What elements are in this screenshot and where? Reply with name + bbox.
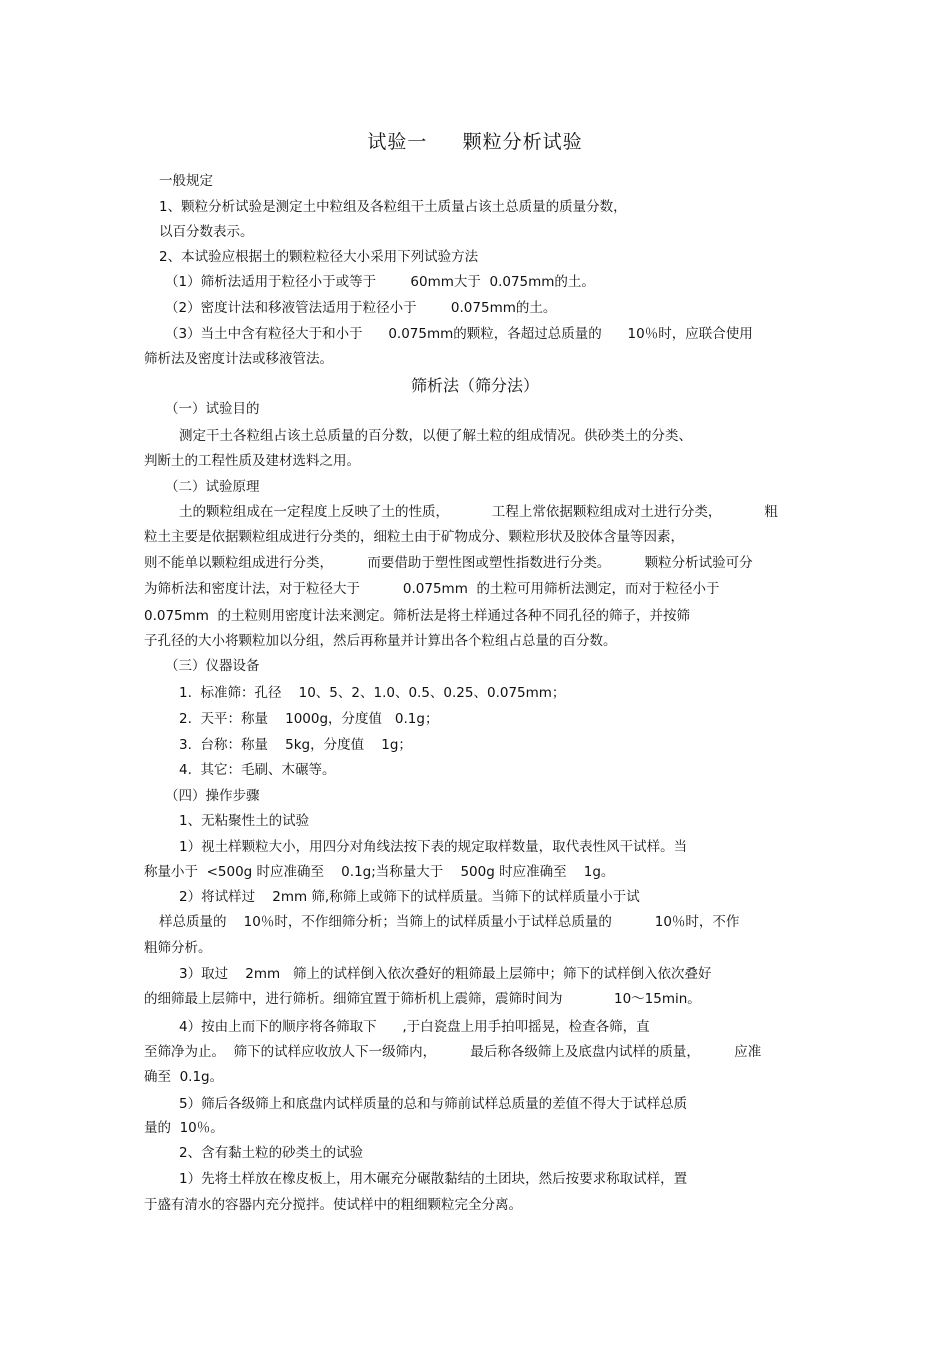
text-line: 1）先将土样放在橡皮板上，用木碾充分碾散黏结的土团块，然后按要求称取试样，置 [179,1171,688,1187]
text-line: （三）仪器设备 [165,658,260,674]
text-line: 量的 10％。 [144,1120,224,1136]
text-line: 4. 其它：毛刷、木碾等。 [179,762,336,778]
text-line: （二）试验原理 [165,479,260,495]
text-line: （2）密度计法和移液管法适用于粒径小于 0.075mm的土。 [165,300,557,316]
text-line: （四）操作步骤 [165,788,260,804]
text-line: 筛析法及密度计法或移液管法。 [144,351,333,367]
section-heading: 筛析法（筛分法） [410,376,539,395]
text-line: 样总质量的 10％时，不作细筛分析；当筛上的试样质量小于试样总质量的 10％时，不作 [159,914,740,930]
text-line: 为筛析法和密度计法，对于粒径大于 0.075mm 的土粒可用筛析法测定，而对于粒径小于 [144,581,720,597]
text-line: 1、无粘聚性土的试验 [179,813,310,829]
text-line: 5）筛后各级筛上和底盘内试样质量的总和与筛前试样总质量的差值不得大于试样总质 [179,1096,688,1112]
text-line: 确至 0.1g。 [144,1069,224,1085]
text-line: （1）筛析法适用于粒径小于或等于 60mm大于 0.075mm的土。 [165,274,595,290]
text-line: 0.075mm 的土粒则用密度计法来测定。筛析法是将土样通过各种不同孔径的筛子，并按筛 [144,608,691,624]
text-line: 2. 天平：称量 1000g，分度值 0.1g； [179,711,439,727]
text-line: 2）将试样过 2mm 筛,称筛上或筛下的试样质量。当筛下的试样质量小于试 [179,889,640,905]
text-line: 称量小于 <500g 时应准确至 0.1g;当称量大于 500g 时应准确至 1g。 [144,864,615,880]
text-line: 则不能单以颗粒组成进行分类， 而要借助于塑性图或塑性指数进行分类。 颗粒分析试验可分 [144,555,753,571]
text-line: 4）按由上而下的顺序将各筛取下 ,于白瓷盘上用手拍叩摇晃，检查各筛，直 [179,1019,650,1035]
text-line: 粗筛分析。 [144,940,212,956]
text-line: 至筛净为止。 筛下的试样应收放人下一级筛内， 最后称各级筛上及底盘内试样的质量， 应准 [144,1044,762,1060]
text-line: 2、含有黏土粒的砂类土的试验 [179,1145,364,1161]
text-line: 3. 台称：称量 5kg，分度值 1g； [179,737,412,753]
text-line: 2、本试验应根据土的颗粒粒径大小采用下列试验方法 [159,249,479,265]
text-line: 1. 标准筛：孔径 10、5、2、1.0、0.5、0.25、0.075mm； [179,685,566,701]
text-line: （3）当土中含有粒径大于和小于 0.075mm的颗粒，各超过总质量的 10％时，应联合使用 [165,326,753,342]
text-line: 1）视土样颗粒大小，用四分对角线法按下表的规定取样数量，取代表性风干试样。当 [179,839,688,855]
text-line: （一）试验目的 [165,401,260,417]
text-line: 子孔径的大小将颗粒加以分组，然后再称量并计算出各个粒组占总量的百分数。 [144,633,617,649]
text-line: 一般规定 [159,173,213,189]
text-line: 3）取过 2mm 筛上的试样倒入依次叠好的粗筛最上层筛中；筛下的试样倒入依次叠好 [179,966,712,982]
text-line: 判断土的工程性质及建材选料之用。 [144,453,360,469]
text-line: 1、颗粒分析试验是测定土中粒组及各粒组干土质量占该土总质量的质量分数， [159,199,627,215]
text-line: 土的颗粒组成在一定程度上反映了土的性质， 工程上常依据颗粒组成对土进行分类， 粗 [179,504,778,520]
text-line: 粒土主要是依据颗粒组成进行分类的，细粒土由于矿物成分、颗粒形状及胶体含量等因素， [144,529,684,545]
text-line: 于盛有清水的容器内充分搅拌。使试样中的粗细颗粒完全分离。 [144,1197,522,1213]
document-title: 试验一 颗粒分析试验 [367,131,583,153]
text-line: 以百分数表示。 [159,224,254,240]
text-line: 的细筛最上层筛中，进行筛析。细筛宜置于筛析机上震筛，震筛时间为 10～15min。 [144,991,701,1007]
text-line: 测定干土各粒组占该土总质量的百分数，以便了解土粒的组成情况。供砂类土的分类、 [179,428,692,444]
